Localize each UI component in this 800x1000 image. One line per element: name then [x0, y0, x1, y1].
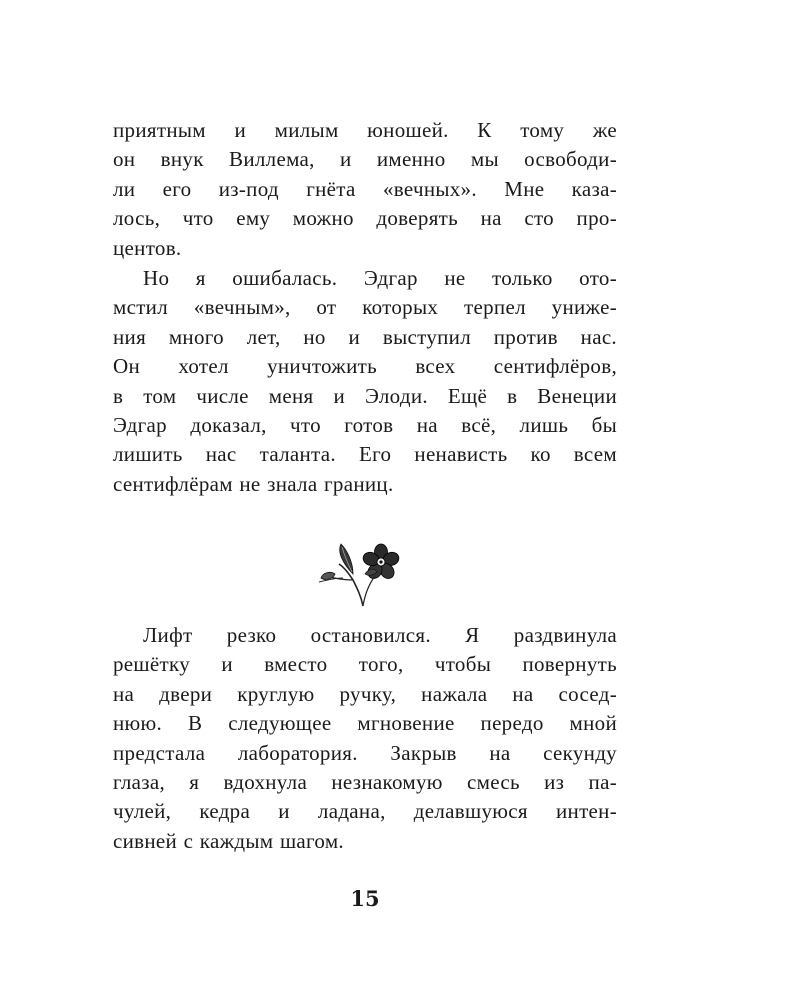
text-line: в том числе меня и Элоди. Ещё в Венеции	[113, 383, 617, 408]
text-line: сентифлёрам не знала границ.	[113, 471, 394, 496]
text-line: мстил «вечным», от которых терпел униже-	[113, 295, 617, 320]
text-line: лишить нас таланта. Его ненависть ко всем	[113, 442, 617, 467]
text-line: решётку и вместо того, чтобы повернуть	[113, 652, 617, 677]
flower-sprig-icon	[313, 538, 413, 608]
text-line: центов.	[113, 235, 182, 260]
paragraph-3	[113, 621, 617, 856]
paragraph-1	[113, 116, 617, 263]
stem-upper	[363, 576, 375, 606]
text-line: Он хотел уничтожить всех сентифлёров,	[113, 354, 617, 379]
text-line: приятным и милым юношей. К тому же	[113, 118, 617, 142]
text-line: ния много лет, но и выступил против нас.	[113, 324, 617, 349]
text-line: Но я ошибалась. Эдгар не только ото-	[143, 266, 617, 290]
text-line: сивней с каждым шагом.	[113, 828, 344, 853]
text-line: на двери круглую ручку, нажала на сосед-	[113, 681, 617, 706]
text-line: чулей, кедра и ладана, делавшуюся интен-	[113, 799, 617, 824]
flower-head	[361, 544, 400, 581]
text-line: глаза, я вдохнула незнакомую смесь из па-	[113, 769, 617, 794]
text-line: предстала лаборатория. Закрыв на секунду	[113, 740, 617, 765]
text-line: он внук Виллема, и именно мы освободи-	[113, 147, 617, 172]
text-line: лось, что ему можно доверять на сто про-	[113, 206, 617, 231]
text-line: Лифт резко остановился. Я раздвинула	[143, 623, 617, 647]
text-line: ли его из-под гнёта «вечных». Мне каза-	[113, 176, 617, 201]
text-line: нюю. В следующее мгновение передо мной	[113, 711, 617, 736]
paragraph-2	[113, 264, 617, 499]
page-number: 15	[350, 886, 380, 911]
text-line: Эдгар доказал, что готов на всё, лишь бы	[113, 412, 617, 437]
